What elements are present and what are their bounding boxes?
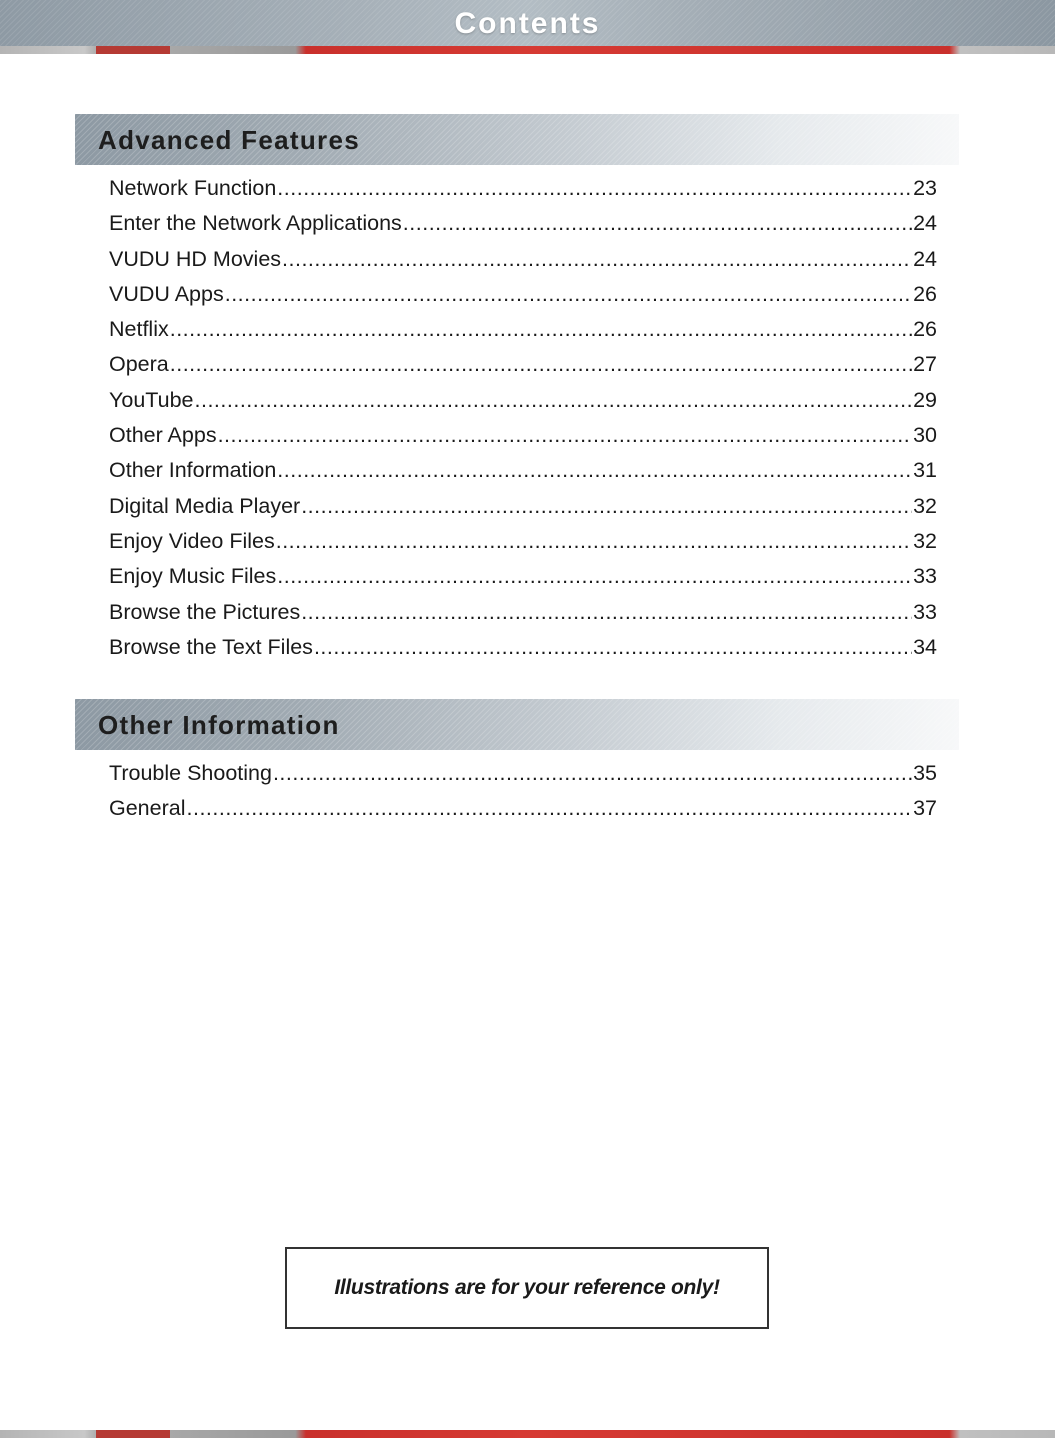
section-header-other-information [75, 699, 959, 750]
top-accent-segment [96, 46, 170, 54]
toc-entry[interactable] [109, 176, 937, 211]
toc-entry-page: 32 [913, 493, 937, 518]
dot-leader [170, 317, 912, 342]
section-header-advanced-features [75, 114, 959, 165]
toc-entry-page: 24 [913, 246, 937, 271]
dot-leader [170, 352, 912, 377]
toc-entry[interactable] [109, 529, 937, 564]
dot-leader [301, 600, 912, 625]
toc-entry-page: 26 [913, 281, 937, 306]
toc-entry[interactable] [109, 388, 937, 423]
dot-leader [301, 494, 912, 519]
notice-box [285, 1247, 769, 1329]
section-title: Other Information [98, 710, 340, 740]
notice-text: Illustrations are for your reference only! [334, 1276, 720, 1299]
toc-entry-label: Netflix [109, 317, 169, 342]
dot-leader [277, 176, 912, 201]
toc-entry-page: 23 [913, 176, 937, 200]
toc-entry-page: 29 [913, 387, 937, 412]
toc-entry-label: Enjoy Video Files [109, 528, 275, 553]
toc-entry-label: Other Apps [109, 423, 217, 448]
dot-leader [225, 282, 912, 307]
toc-entry-page: 24 [913, 211, 937, 236]
toc-entry[interactable] [109, 761, 937, 796]
dot-leader [403, 211, 912, 236]
toc-entry-label: Other Information [109, 458, 277, 483]
toc-entry-page: 33 [913, 599, 937, 624]
toc-list-other-information [109, 761, 937, 832]
toc-entry[interactable] [109, 282, 937, 317]
dot-leader [195, 388, 913, 413]
toc-entry[interactable] [109, 600, 937, 635]
toc-entry-label: Network Function [109, 176, 277, 200]
dot-leader [276, 529, 912, 554]
top-banner [0, 0, 1055, 47]
toc-entry[interactable] [109, 317, 937, 352]
toc-entry-page: 26 [913, 317, 937, 342]
toc-entry[interactable] [109, 211, 937, 246]
bottom-accent-segment [96, 1430, 170, 1438]
top-accent-stripe [0, 46, 1055, 54]
toc-entry-label: VUDU Apps [109, 281, 224, 306]
toc-entry-label: YouTube [109, 387, 194, 412]
dot-leader [314, 635, 912, 660]
toc-entry-label: Browse the Text Files [109, 634, 313, 659]
toc-entry-label: Enjoy Music Files [109, 564, 277, 589]
dot-leader [282, 247, 912, 272]
dot-leader [218, 423, 913, 448]
toc-entry-page: 31 [913, 458, 937, 483]
toc-entry-label: Opera [109, 352, 169, 377]
toc-entry-page: 34 [913, 634, 937, 659]
toc-entry-page: 37 [913, 796, 937, 821]
dot-leader [277, 458, 912, 483]
toc-entry-label: Browse the Pictures [109, 599, 301, 624]
toc-entry[interactable] [109, 458, 937, 493]
toc-entry[interactable] [109, 564, 937, 599]
section-title: Advanced Features [98, 125, 360, 155]
toc-entry-label: Digital Media Player [109, 493, 301, 518]
toc-entry[interactable] [109, 247, 937, 282]
toc-entry-page: 35 [913, 761, 937, 785]
dot-leader [187, 796, 913, 821]
toc-entry-label: Enter the Network Applications [109, 211, 402, 236]
toc-entry[interactable] [109, 494, 937, 529]
toc-entry[interactable] [109, 423, 937, 458]
bottom-accent-stripe [0, 1430, 1055, 1438]
toc-entry[interactable] [109, 352, 937, 387]
dot-leader [273, 761, 912, 786]
page-title: Contents [454, 7, 601, 40]
toc-entry[interactable] [109, 796, 937, 831]
toc-entry-page: 32 [913, 528, 937, 553]
toc-entry-page: 27 [913, 352, 937, 377]
toc-entry-label: General [109, 796, 186, 821]
toc-entry-page: 30 [913, 423, 937, 448]
toc-entry-label: Trouble Shooting [109, 761, 272, 785]
toc-entry-label: VUDU HD Movies [109, 246, 282, 271]
toc-entry-page: 33 [913, 564, 937, 589]
toc-entry[interactable] [109, 635, 937, 670]
dot-leader [277, 564, 912, 589]
toc-list-advanced-features [109, 176, 937, 670]
